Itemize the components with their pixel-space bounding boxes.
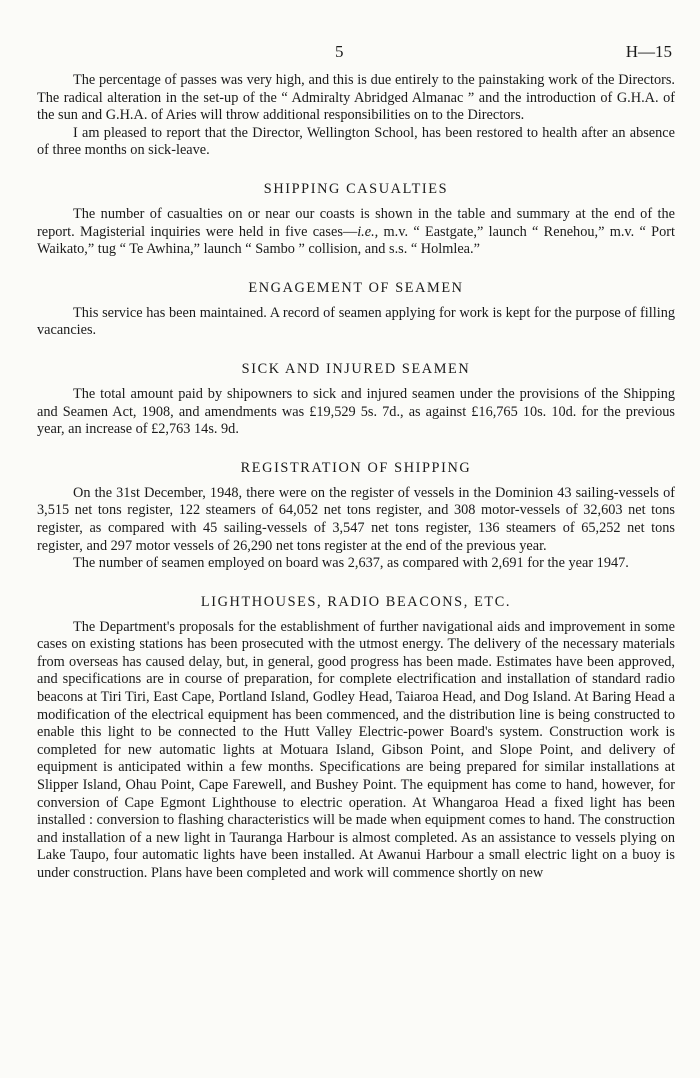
intro-paragraph-1: The percentage of passes was very high, and this is due entirely to the painstaking work of the Directors. The radical alteration in the set-up of the “ Admiralty Abridged Almanac ” and the introduction of G.H.A. of the sun and G.H.A. of Aries will throw additional responsibilities on to the Directors. — [37, 72, 675, 124]
engagement-heading: ENGAGEMENT OF SEAMEN — [248, 279, 464, 296]
intro-paragraph-2: I am pleased to report that the Director, Wellington School, has been restored to health after an absence of three months on sick-leave. — [37, 124, 675, 159]
shipping-casualties-paragraph — [37, 206, 675, 259]
registration-heading: REGISTRATION OF SHIPPING — [240, 459, 472, 476]
page-number: 5 — [335, 42, 344, 61]
document-reference: H—15 — [625, 42, 672, 61]
sick-injured-heading: SICK AND INJURED SEAMEN — [241, 360, 471, 377]
page-body — [37, 72, 675, 883]
shipping-casualties-heading: SHIPPING CASUALTIES — [263, 180, 449, 197]
casualties-text-b: m.v. “ Eastgate,” launch “ Renehou,” m.v. “ Port Waikato,” tug “ Te Awhina,” launch “ Sambo ” collision, and s.s. “ Holmlea.” — [37, 223, 676, 258]
lighthouses-paragraph: The Department's proposals for the establishment of further navigational aids and improvement in some cases on existing stations has been prosecuted with the utmost energy. The delivery of the necessary materials from overseas has caused delay, but, in general, good progress has been made. Estimates have been approved, and specifications are in course of preparation, for complete electrification and installation of standard radio beacons at Tiri Tiri, East Cape, Portland Island, Godley Head, Taiaroa Head, and Dog Island. At Baring Head a modification of the electrical equipment has been commenced, and the distribution line is being constructed to enable this light to be connected to the Hutt Valley Electric-power Board's system. Construction work is completed for new automatic lights at Motuara Island, Gibson Point, and Slope Point, and delivery of equipment is anticipated within a few months. Specifications are being prepared for similar installations at Slipper Island, Ohau Point, Cape Farewell, and Bushey Point. The equipment has come to hand, however, for conversion of Cape Egmont Lighthouse to electric operation. At Whangaroa Head a fixed light has been installed : conversion to flashing characteristics will be made when equipment comes to hand. The construction and installation of a new light in Tauranga Harbour is almost completed. As an assistance to vessels plying on Lake Taupo, four automatic lights have been installed. At Awanui Harbour a small electric light on a buoy is under construction. Plans have been completed and work will commence shortly on new — [37, 618, 675, 881]
engagement-paragraph: This service has been maintained. A record of seamen applying for work is kept for the purpose of filling vacancies. — [37, 304, 675, 339]
page-header — [0, 42, 700, 62]
lighthouses-heading: LIGHTHOUSES, RADIO BEACONS, ETC. — [200, 593, 512, 610]
registration-paragraph-2: The number of seamen employed on board was 2,637, as compared with 2,691 for the year 1947. — [73, 555, 629, 572]
registration-paragraph-1: On the 31st December, 1948, there were on the register of vessels in the Dominion 43 sailing-vessels of 3,515 net tons register, 122 steamers of 64,052 net tons register, and 308 motor-vessels of 32,603 net tons register, as compared with 45 sailing-vessels of 3,547 net tons register, 136 steamers of 65,252 net tons register, and 297 motor vessels of 26,290 net tons register at the end of the previous year. — [37, 484, 675, 554]
casualties-ie: i.e., — [357, 223, 379, 240]
casualties-text-a: The number of casualties on or near our coasts is shown in the table and summary at the end of the report. Magisterial inquiries were held in five cases— — [37, 205, 675, 240]
sick-injured-paragraph: The total amount paid by shipowners to sick and injured seamen under the provisions of the Shipping and Seamen Act, 1908, and amendments was £19,529 5s. 7d., as against £16,765 10s. 10d. for the previous year, an increase of £2,763 14s. 9d. — [37, 385, 675, 438]
